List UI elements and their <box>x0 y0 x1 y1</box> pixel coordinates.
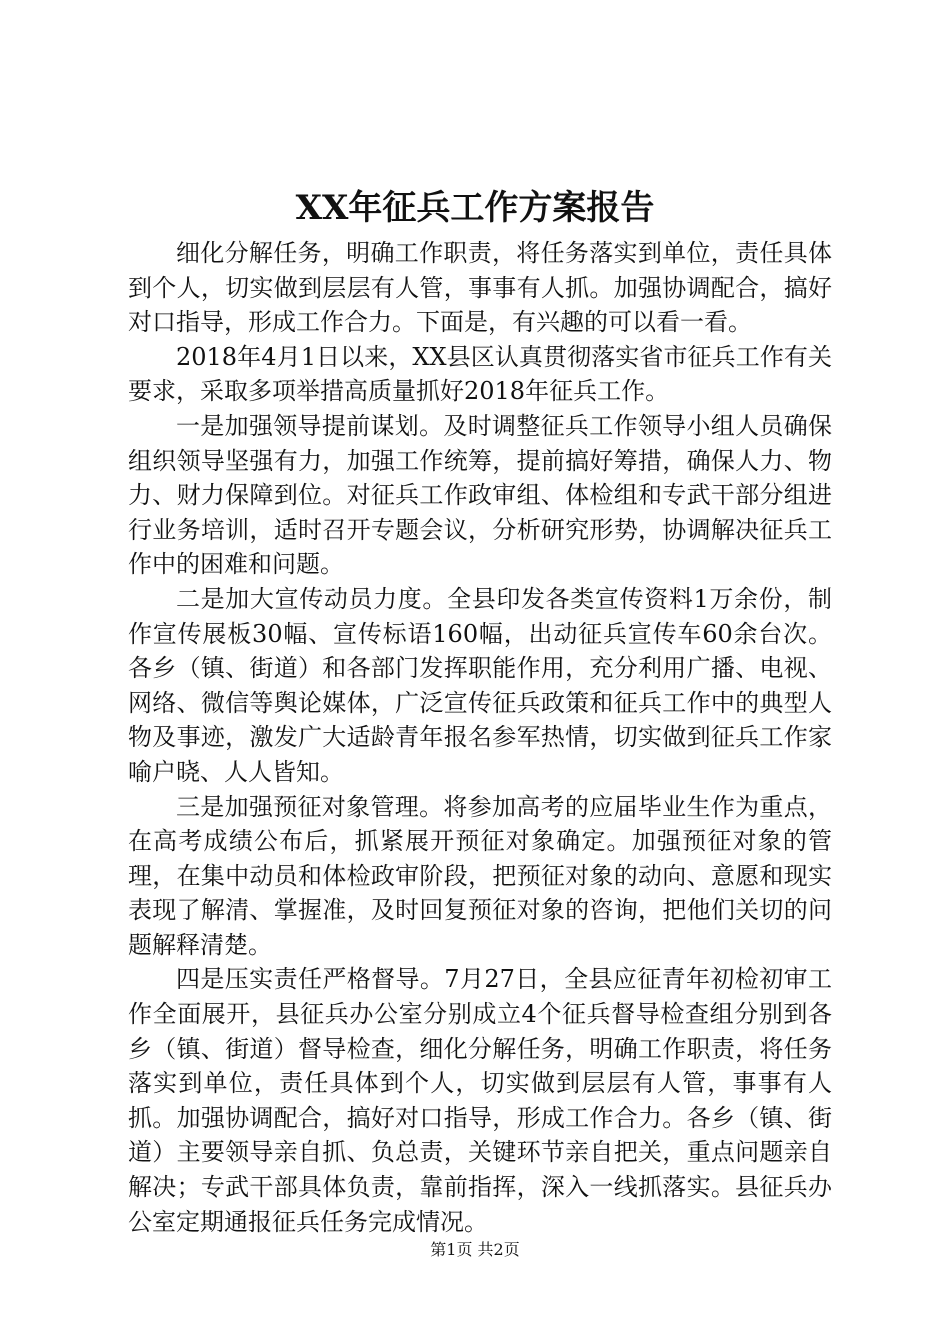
document-body <box>128 236 832 1239</box>
paragraph-management: 三是加强预征对象管理。将参加高考的应届毕业生作为重点，在高考成绩公布后，抓紧展开预征对象确定。加强预征对象的管理，在集中动员和体检政审阶段，把预征对象的动向、意愿和现实表现了解清、掌握准，及时回复预征对象的咨询，把他们关切的问题解释清楚。 <box>128 792 832 959</box>
paragraph-leadership: 一是加强领导提前谋划。及时调整征兵工作领导小组人员确保组织领导坚强有力，加强工作统筹，提前搞好筹措，确保人力、物力、财力保障到位。对征兵工作政审组、体检组和专武干部分组进行业务培训，适时召开专题会议，分析研究形势，协调解决征兵工作中的困难和问题。 <box>128 411 832 579</box>
paragraph-supervision: 四是压实责任严格督导。7月27日，全县应征青年初检初审工作全面展开，县征兵办公室分别成立4个征兵督导检查组分别到各乡（镇、街道）督导检查，细化分解任务，明确工作职责，将任务落实到单位，责任具体到个人，切实做到层层有人管，事事有人抓。加强协调配合，搞好对口指导，形成工作合力。各乡（镇、街道）主要领导亲自抓、负总责，关键环节亲自把关，重点问题亲自解决；专武干部具体负责，靠前指挥，深入一线抓落实。县征兵办公室定期通报征兵任务完成情况。 <box>128 965 832 1236</box>
paragraph-overview: 2018年4月1日以来，XX县区认真贯彻落实省市征兵工作有关要求，采取多项举措高质量抓好2018年征兵工作。 <box>128 342 832 406</box>
page-number-footer: 第1页 共2页 <box>430 1240 520 1259</box>
paragraph-publicity: 二是加大宣传动员力度。全县印发各类宣传资料1万余份，制作宣传展板30幅、宣传标语160幅，出动征兵宣传车60余台次。各乡（镇、街道）和各部门发挥职能作用，充分利用广播、电视、网络、微信等舆论媒体，广泛宣传征兵政策和征兵工作中的典型人物及事迹，激发广大适龄青年报名参军热情，切实做到征兵工作家喻户晓、人人皆知。 <box>128 584 832 786</box>
document-title: XX年征兵工作方案报告 <box>295 188 655 228</box>
paragraph-intro: 细化分解任务，明确工作职责，将任务落实到单位，责任具体到个人，切实做到层层有人管，事事有人抓。加强协调配合，搞好对口指导，形成工作合力。下面是，有兴趣的可以看一看。 <box>128 239 832 337</box>
